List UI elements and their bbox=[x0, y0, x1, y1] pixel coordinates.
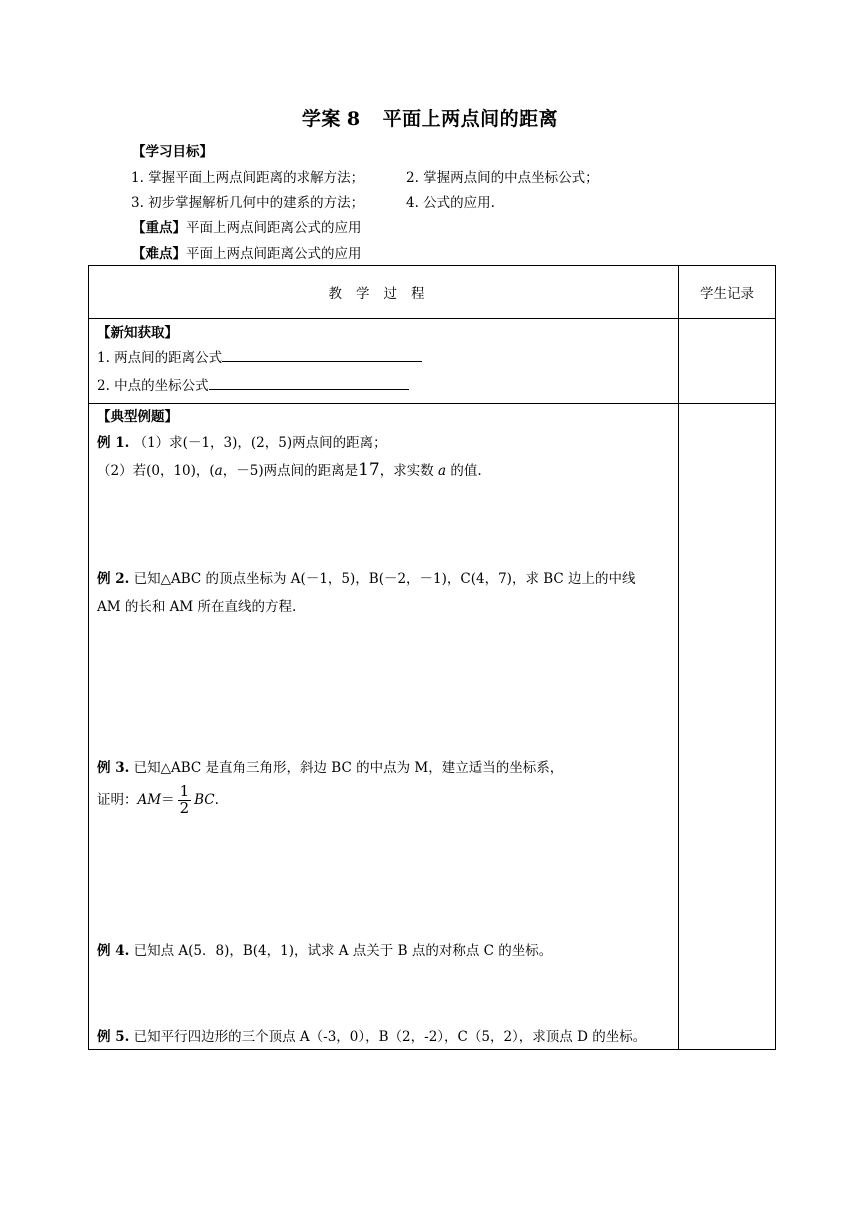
examples-cell bbox=[89, 404, 679, 1050]
difficult-point bbox=[132, 242, 362, 262]
new-knowledge-heading: 【新知获取】 bbox=[97, 325, 178, 341]
example-4-label: 例 4. bbox=[97, 943, 130, 959]
ex3-eq: ＝ bbox=[161, 791, 175, 808]
midpoint-formula-blank[interactable] bbox=[209, 375, 409, 390]
header-student-record: 学生记录 bbox=[679, 266, 776, 319]
ex1-part-b: ，－5)两点间的距离是 bbox=[222, 463, 359, 479]
ex1-sqrt-17: 17 bbox=[358, 460, 380, 480]
teaching-process-table bbox=[88, 265, 776, 1050]
header-teaching-process: 教学过程 bbox=[89, 266, 679, 319]
example-4-text: 已知点 A(5．8)，B(4，1)，试求 A 点关于 B 点的对称点 C 的坐标。 bbox=[133, 943, 553, 959]
key-point-text: 平面上两点间距离公式的应用 bbox=[186, 220, 362, 236]
example-3-proof-line bbox=[97, 784, 219, 817]
example-1-text-1: （1）求(－1，3)，(2，5)两点间的距离； bbox=[133, 435, 387, 451]
ex3-fraction bbox=[178, 784, 192, 817]
example-2-line-2: AM 的长和 AM 所在直线的方程. bbox=[97, 599, 297, 615]
example-3-text-1: 已知△ABC 是直角三角形，斜边 BC 的中点为 M，建立适当的坐标系， bbox=[133, 760, 564, 776]
key-point bbox=[132, 216, 362, 236]
ex3-denominator: 2 bbox=[179, 798, 190, 817]
example-5-label: 例 5. bbox=[97, 1029, 130, 1045]
ex1-var-a: a bbox=[214, 463, 223, 479]
record-cell-1[interactable] bbox=[679, 319, 776, 404]
example-1-line-1 bbox=[97, 431, 387, 451]
page-title bbox=[0, 104, 860, 131]
midpoint-formula-item bbox=[97, 374, 409, 394]
example-2-line-1 bbox=[97, 567, 636, 587]
example-4 bbox=[97, 939, 552, 959]
goal-item-1: 1. 掌握平面上两点间距离的求解方法； bbox=[131, 170, 365, 186]
key-point-label: 【重点】 bbox=[132, 220, 186, 236]
title-prefix: 学案 bbox=[301, 108, 341, 130]
record-cell-2[interactable] bbox=[679, 404, 776, 1050]
ex3-am: AM bbox=[137, 791, 162, 808]
example-2-label: 例 2. bbox=[97, 571, 130, 587]
difficult-point-label: 【难点】 bbox=[132, 246, 186, 262]
new-knowledge-cell bbox=[89, 319, 679, 404]
distance-formula-blank[interactable] bbox=[222, 347, 422, 362]
distance-formula-label: 1. 两点间的距离公式 bbox=[97, 350, 223, 366]
ex1-part-c: ，求实数 bbox=[379, 463, 434, 479]
ex1-part-a: （2）若(0，10)，( bbox=[97, 463, 215, 479]
difficult-point-text: 平面上两点间距离公式的应用 bbox=[186, 246, 362, 262]
example-5 bbox=[97, 1025, 646, 1045]
example-1-label: 例 1. bbox=[97, 435, 130, 451]
example-5-text: 已知平行四边形的三个顶点 A（-3，0），B（2，-2），C（5，2），求顶点 D 的坐标。 bbox=[133, 1029, 647, 1045]
examples-heading: 【典型例题】 bbox=[97, 409, 178, 425]
title-subtitle: 平面上两点间的距离 bbox=[382, 108, 559, 130]
example-3-label: 例 3. bbox=[97, 760, 130, 776]
ex3-bc: BC bbox=[194, 791, 215, 808]
goal-item-3: 3. 初步掌握解析几何中的建系的方法； bbox=[131, 195, 365, 211]
ex1-var-a2: a bbox=[438, 463, 447, 479]
example-1-line-2 bbox=[97, 459, 482, 480]
distance-formula-item bbox=[97, 346, 422, 366]
ex1-part-d: 的值. bbox=[450, 463, 482, 479]
goal-item-2: 2. 掌握两点间的中点坐标公式； bbox=[406, 170, 599, 186]
goals-heading: 【学习目标】 bbox=[132, 144, 213, 160]
example-2-text-1: 已知△ABC 的顶点坐标为 A(－1，5)，B(－2，－1)，C(4，7)，求 BC 边上的中线 bbox=[133, 571, 636, 587]
ex3-numerator: 1 bbox=[179, 782, 190, 800]
goal-item-4: 4. 公式的应用. bbox=[406, 195, 495, 211]
ex3-proof-label: 证明： bbox=[97, 791, 138, 808]
midpoint-formula-label: 2. 中点的坐标公式 bbox=[97, 378, 209, 394]
ex3-end: . bbox=[214, 791, 219, 808]
title-number: 8 bbox=[346, 108, 361, 130]
example-3-line-1 bbox=[97, 756, 563, 776]
